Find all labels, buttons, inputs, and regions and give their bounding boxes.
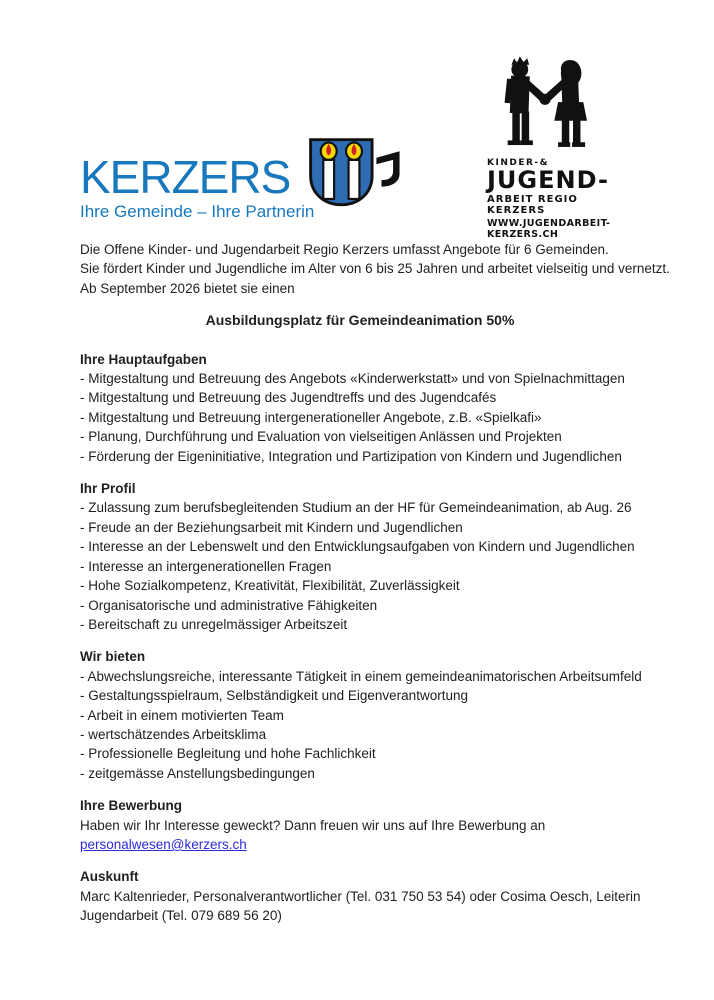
- list-item: - Bereitschaft zu unregelmässiger Arbeitszeit: [80, 616, 348, 632]
- intro-paragraph: [80, 240, 670, 298]
- intro-line: Ab September 2026 bietet sie einen: [80, 280, 295, 296]
- section-wir-bieten: [80, 647, 640, 783]
- document-body: [80, 240, 670, 926]
- kerzers-logo-wordmark: KERZERS: [80, 151, 291, 203]
- contact-line: Marc Kaltenrieder, Personalverantwortlicher (Tel. 031 750 53 54) oder Cosima Oesch, Leiterin: [80, 888, 641, 904]
- jugend-logo-line-jugend: JUGEND-: [487, 166, 609, 194]
- list-item: - Mitgestaltung und Betreuung des Angebots «Kinderwerkstatt» und von Spielnachmittagen: [80, 371, 625, 387]
- list-item: - Hohe Sozialkompetenz, Kreativität, Flexibilität, Zuverlässigkeit: [80, 578, 460, 594]
- list-item: - Förderung der Eigeninitiative, Integration und Partizipation von Kindern und Jugendlichen: [80, 448, 622, 464]
- list-item: - Freude an der Beziehungsarbeit mit Kindern und Jugendlichen: [80, 519, 463, 535]
- jugend-logo-line-kinder: KINDER-&: [487, 158, 549, 168]
- contact-info: [80, 887, 640, 926]
- hauptaufgaben-list: [80, 369, 640, 466]
- profil-list: [80, 498, 640, 634]
- kerzers-logo: [80, 151, 315, 222]
- list-item: - Gestaltungsspielraum, Selbständigkeit und Eigenverantwortung: [80, 688, 468, 704]
- list-item: - Mitgestaltung und Betreuung intergenerationeller Angebote, z.B. «Spielkafi»: [80, 409, 542, 425]
- section-heading-auskunft: Auskunft: [80, 869, 139, 885]
- list-item: - Interesse an intergenerationellen Fragen: [80, 558, 332, 574]
- list-item: - Interesse an der Lebenswelt und den Entwicklungsaufgaben von Kindern und Jugendlichen: [80, 539, 635, 555]
- section-auskunft: [80, 867, 640, 925]
- contact-line: Jugendarbeit (Tel. 079 689 56 20): [80, 908, 282, 924]
- holding-hands-figures-icon: [489, 52, 601, 156]
- section-heading-hauptaufgaben: Ihre Hauptaufgaben: [80, 351, 207, 367]
- list-item: - Arbeit in einem motivierten Team: [80, 707, 284, 723]
- list-item: - Mitgestaltung und Betreuung des Jugendtreffs und des Jugendcafés: [80, 390, 497, 406]
- jugendarbeit-logo: [487, 52, 637, 240]
- list-item: - Zulassung zum berufsbegleitenden Studium an der HF für Gemeindeanimation, ab Aug. 26: [80, 500, 632, 516]
- kerzers-logo-tagline: Ihre Gemeinde – Ihre Partnerin: [80, 202, 315, 221]
- section-bewerbung: [80, 796, 640, 854]
- coat-of-arms-icon: [307, 136, 401, 212]
- wir-bieten-list: [80, 667, 640, 783]
- job-title: Ausbildungsplatz für Gemeindeanimation 50%: [205, 312, 515, 329]
- section-heading-bewerbung: Ihre Bewerbung: [80, 798, 183, 814]
- intro-line: Sie fördert Kinder und Jugendliche im Alter von 6 bis 25 Jahren und arbeitet vielseitig und vernetzt.: [80, 261, 670, 277]
- section-profil: [80, 479, 640, 634]
- list-item: - Organisatorische und administrative Fähigkeiten: [80, 597, 378, 613]
- list-item: - zeitgemässe Anstellungsbedingungen: [80, 765, 315, 781]
- application-text: Haben wir Ihr Interesse geweckt? Dann freuen wir uns auf Ihre Bewerbung an: [80, 817, 546, 833]
- list-item: - wertschätzendes Arbeitsklima: [80, 726, 267, 742]
- list-item: - Professionelle Begleitung und hohe Fachlichkeit: [80, 746, 376, 762]
- section-hauptaufgaben: [80, 350, 640, 466]
- email-link[interactable]: personalwesen@kerzers.ch: [80, 836, 247, 852]
- kerzers-coat-of-arms: [307, 136, 401, 217]
- list-item: - Abwechslungsreiche, interessante Tätigkeit in einem gemeindeanimatorischen Arbeitsumfeld: [80, 668, 642, 684]
- jugend-logo-line-arbeit: ARBEIT REGIO KERZERS: [487, 194, 578, 216]
- section-heading-wir-bieten: Wir bieten: [80, 649, 146, 665]
- list-item: - Planung, Durchführung und Evaluation von vielseitigen Anlässen und Projekten: [80, 429, 562, 445]
- intro-line: Die Offene Kinder- und Jugendarbeit Regio Kerzers umfasst Angebote für 6 Gemeinden.: [80, 242, 609, 257]
- section-heading-profil: Ihr Profil: [80, 481, 136, 497]
- jugend-logo-line-url: WWW.JUGENDARBEIT-KERZERS.CH: [487, 218, 611, 240]
